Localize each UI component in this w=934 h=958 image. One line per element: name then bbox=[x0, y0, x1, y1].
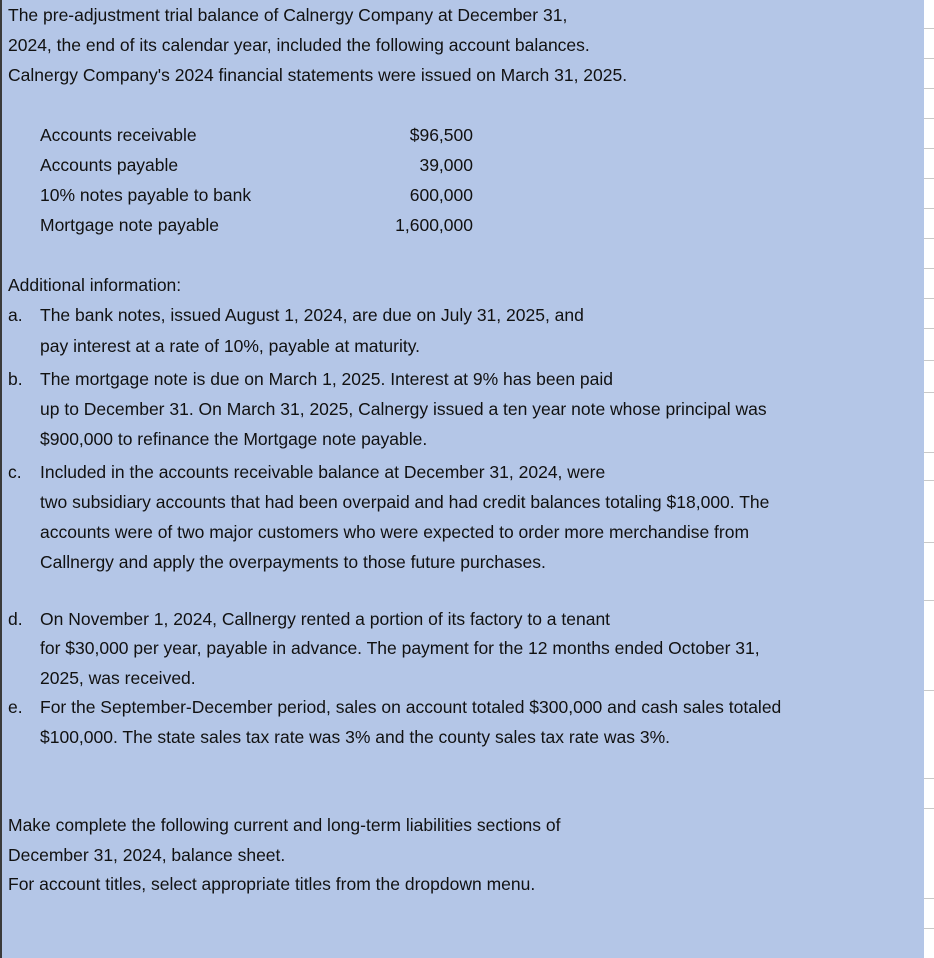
item-line: $100,000. The state sales tax rate was 3% and the county sales tax rate was 3%. bbox=[40, 727, 671, 747]
item-marker: c. bbox=[8, 462, 22, 482]
balance-amount: 39,000 bbox=[419, 155, 473, 175]
item-line: On November 1, 2024, Callnergy rented a portion of its factory to a tenant bbox=[40, 609, 611, 629]
balance-account: Mortgage note payable bbox=[40, 215, 220, 235]
instruction-line-3: For account titles, select appropriate titles from the dropdown menu. bbox=[8, 874, 536, 894]
item-marker: e. bbox=[8, 697, 23, 717]
item-line: up to December 31. On March 31, 2025, Calnergy issued a ten year note whose principal was bbox=[40, 399, 767, 419]
balance-amount: 600,000 bbox=[409, 185, 473, 205]
item-line: For the September-December period, sales on account totaled $300,000 and cash sales totaled bbox=[40, 697, 782, 717]
balance-account: Accounts receivable bbox=[40, 125, 197, 145]
intro-line-2: 2024, the end of its calendar year, included the following account balances. bbox=[8, 35, 590, 55]
item-marker: b. bbox=[8, 369, 23, 389]
balance-account: 10% notes payable to bank bbox=[40, 185, 252, 205]
instruction-line-2: December 31, 2024, balance sheet. bbox=[8, 845, 286, 865]
item-line: $900,000 to refinance the Mortgage note payable. bbox=[40, 429, 428, 449]
item-line: accounts were of two major customers who were expected to order more merchandise from bbox=[40, 522, 750, 542]
item-marker: d. bbox=[8, 609, 23, 629]
balance-account: Accounts payable bbox=[40, 155, 179, 175]
balance-amount: 1,600,000 bbox=[395, 215, 473, 235]
spreadsheet-gridlines bbox=[924, 0, 934, 958]
intro-line-3: Calnergy Company's 2024 financial statements were issued on March 31, 2025. bbox=[8, 65, 628, 85]
item-line: The mortgage note is due on March 1, 2025. Interest at 9% has been paid bbox=[40, 369, 614, 389]
item-line: for $30,000 per year, payable in advance. The payment for the 12 months ended October 31, bbox=[40, 638, 760, 658]
balance-amount: $96,500 bbox=[409, 125, 473, 145]
item-line: two subsidiary accounts that had been overpaid and had credit balances totaling $18,000. The bbox=[40, 492, 770, 512]
item-line: Callnergy and apply the overpayments to those future purchases. bbox=[40, 552, 546, 572]
item-line: pay interest at a rate of 10%, payable at maturity. bbox=[40, 336, 421, 356]
item-marker: a. bbox=[8, 305, 23, 325]
item-line: The bank notes, issued August 1, 2024, are due on July 31, 2025, and bbox=[40, 305, 584, 325]
item-line: Included in the accounts receivable balance at December 31, 2024, were bbox=[40, 462, 606, 482]
item-line: 2025, was received. bbox=[40, 668, 196, 688]
intro-line-1: The pre-adjustment trial balance of Calnergy Company at December 31, bbox=[8, 5, 568, 25]
additional-heading: Additional information: bbox=[8, 275, 182, 295]
instruction-line-1: Make complete the following current and long-term liabilities sections of bbox=[8, 815, 561, 835]
